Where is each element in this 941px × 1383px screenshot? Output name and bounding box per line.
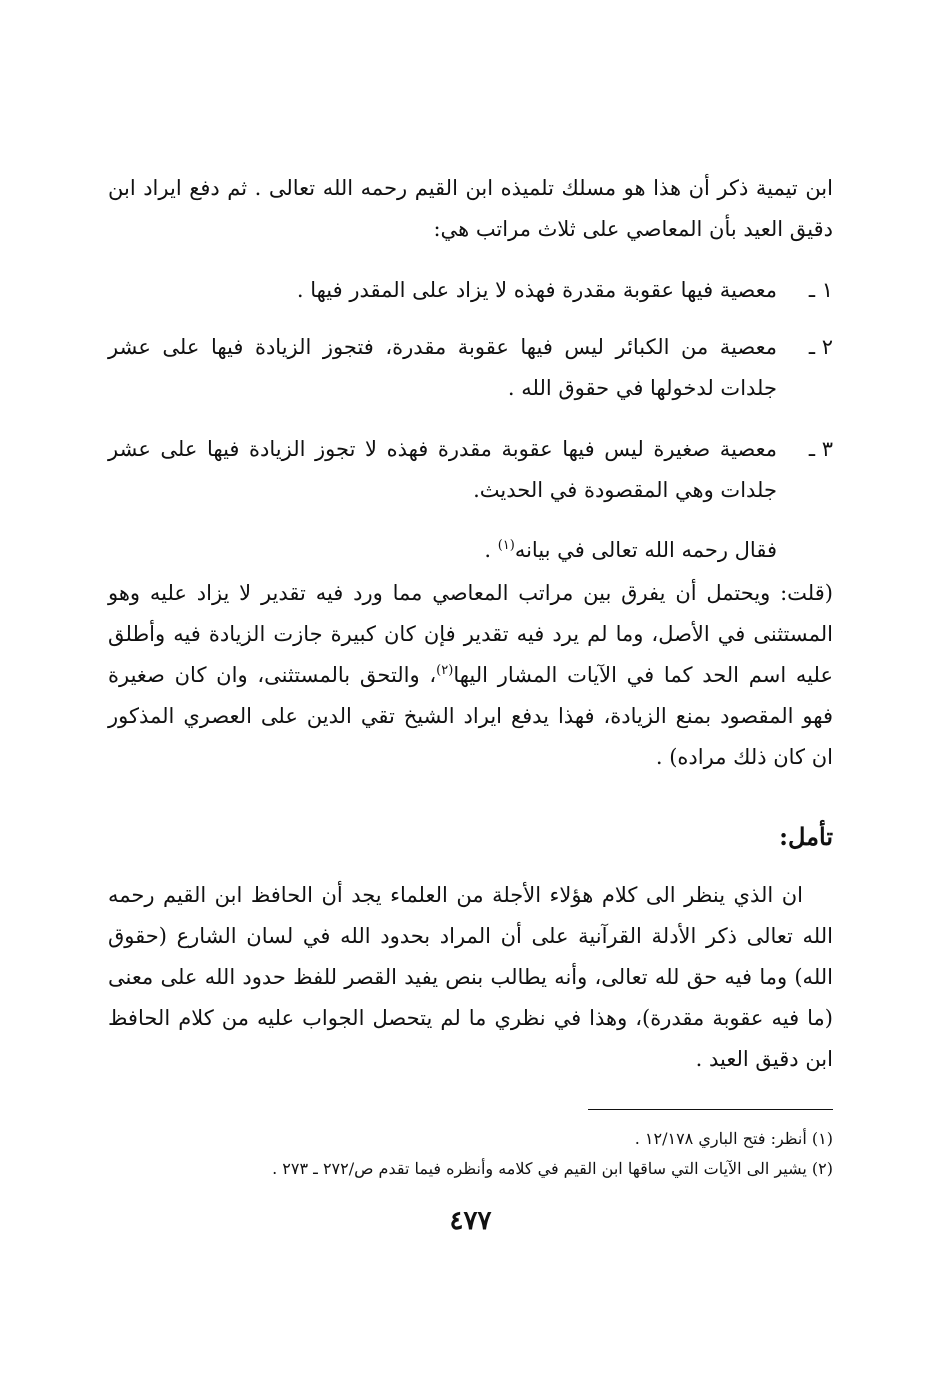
list-item [108,327,833,409]
footnote-ref-1: (١) [497,538,515,553]
list-item-text: معصية فيها عقوبة مقدرة فهذه لا يزاد على المقدر فيها . [296,278,777,302]
list-item-text: معصية من الكبائر ليس فيها عقوبة مقدرة، فتجوز الزيادة فيها على عشر جلدات لدخولها في حقوق الله . [108,335,777,400]
quote-text-part2: ، والتحق بالمستثنى، وان كان صغيرة فهو المقصود بمنع الزيادة، فهذا يدفع ايراد الشيخ تقي الدين على العصري المذكور ان كان ذلك مراده) . [108,663,833,769]
footnote-divider [588,1109,833,1110]
footnote-ref-2: (٢) [436,663,454,678]
footnote-2: (٢) يشير الى الآيات التي ساقها ابن القيم في كلامه وأنظره فيما تقدم ص/٢٧٢ ـ ٢٧٣ . [272,1159,833,1178]
reflection-paragraph: ان الذي ينظر الى كلام هؤلاء الأجلة من العلماء يجد أن الحافظ ابن القيم رحمه الله تعالى ذكر الأدلة القرآنية على أن المراد بحدود الله في لسان الشارع (حقوق الله) وما فيه حق لله تعالى، وأنه يطالب بنص يفيد القصر للفظ حدود الله على معنى (ما فيه عقوبة مقدرة)، وهذا في نظري ما لم يتحصل الجواب عليه من كلام الحافظ ابن دقيق العيد . [108,883,833,1071]
list-item [108,270,833,311]
page-number: ٤٧٧ [449,1206,492,1236]
list-item [108,429,833,511]
list-item-number: ١ ـ [808,278,833,302]
quote-text-part1: (قلت: ويحتمل أن يفرق بين مراتب المعاصي مما ورد فيه تقدير لا يزاد عليه وهو المستثنى في الأصل، وما لم يرد فيه تقدير فإن كان كبيرة جازت الزيادة فيه وأطلق عليه اسم الحد كما في الآيات المشار اليها [108,581,833,687]
list-item-number: ٢ ـ [808,335,833,359]
quote-intro [108,530,833,571]
quote-intro-end: . [484,538,498,562]
list-item-number: ٣ ـ [808,437,833,461]
quote-intro-text: فقال رحمه الله تعالى في بيانه [514,538,777,562]
list-item-text: معصية صغيرة ليس فيها عقوبة مقدرة فهذه لا تجوز الزيادة فيها على عشر جلدات وهي المقصودة في الحديث. [108,437,777,502]
footnote-1: (١) أنظر: فتح الباري ١٢/١٧٨ . [634,1129,833,1148]
quote-paragraph [108,573,833,778]
intro-paragraph: ابن تيمية ذكر أن هذا هو مسلك تلميذه ابن القيم رحمه الله تعالى . ثم دفع ايراد ابن دقيق العيد بأن المعاصي على ثلاث مراتب هي: [108,176,833,241]
section-heading: تأمل: [779,822,833,851]
